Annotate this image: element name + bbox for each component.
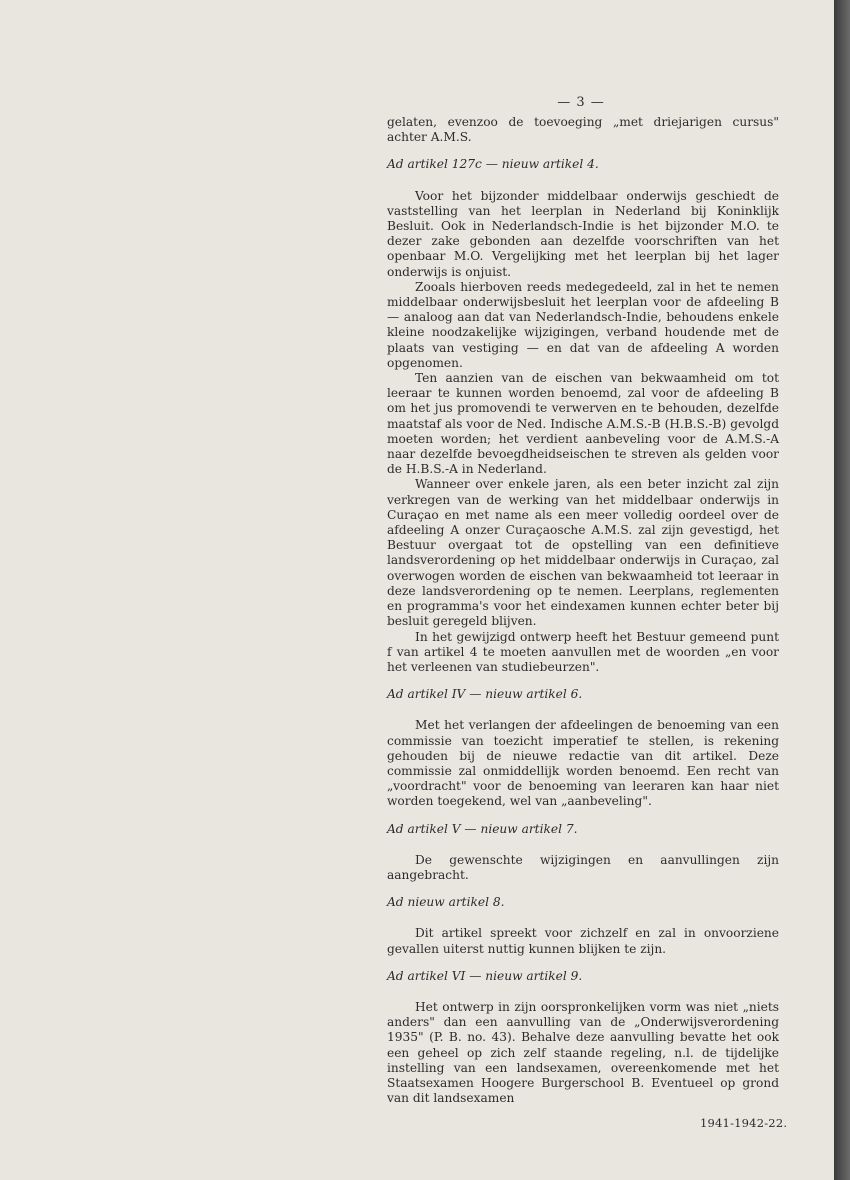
paragraph: Dit artikel spreekt voor zichzelf en zal in onvoorziene gevallen uiterst nuttig kunnen blijken te zijn.	[387, 926, 779, 956]
section-heading-artikel-v: Ad artikel V — nieuw artikel 7.	[387, 821, 578, 836]
paragraph: Met het verlangen der afdeelingen de benoeming van een commissie van toezicht imperatief te stellen, is rekening gehouden bij de nieuwe redactie van dit artikel. Deze commissie zal onmiddellijk worden benoemd. Een recht van „voordracht" voor de benoeming van leeraren kan haar niet worden toegekend, wel van „aanbeveling".	[387, 718, 779, 809]
scan-edge	[834, 0, 850, 1180]
page-number: — 3 —	[557, 95, 605, 110]
section-heading-artikel-iv: Ad artikel IV — nieuw artikel 6.	[387, 687, 583, 702]
paragraph: Ten aanzien van de eischen van bekwaamheid om tot leeraar te kunnen worden benoemd, zal voor de afdeeling B om het jus promovendi te verwerven en te behouden, dezelfde maatstaf als voor de Ned. Indische A.M.S.-B (H.B.S.-B) gevolgd moeten worden; het verdient aanbeveling voor de A.M.S.-A naar dezelfde bevoegdheidseischen te streven als gelden voor de H.B.S.-A in Nederland.	[387, 371, 779, 477]
paragraph: De gewenschte wijzigingen en aanvullingen zijn aangebracht.	[387, 852, 779, 882]
section-heading-artikel-vi: Ad artikel VI — nieuw artikel 9.	[387, 968, 583, 983]
text-column	[387, 95, 779, 1106]
paragraph: Wanneer over enkele jaren, als een beter inzicht zal zijn verkregen van de werking van het middelbaar onderwijs in Curaçao en met name als een meer volledig oordeel over de afdeeling A onzer Curaçaosche A.M.S. zal zijn gevestigd, het Bestuur overgaat tot de opstelling van een definitieve landsverordening op het middelbaar onderwijs in Curaçao, zal overwogen worden de eischen van bekwaamheid tot leeraar in deze landsverordening op te nemen. Leerplans, reglementen en programma's voor het eindexamen kunnen echter beter bij besluit geregeld blijven.	[387, 477, 779, 629]
section-heading-artikel-8: Ad nieuw artikel 8.	[387, 895, 505, 910]
paragraph: In het gewijzigd ontwerp heeft het Bestuur gemeend punt f van artikel 4 te moeten aanvullen met de woorden „en voor het verleenen van studiebeurzen".	[387, 629, 779, 674]
paragraph: Voor het bijzonder middelbaar onderwijs geschiedt de vaststelling van het leerplan in Nederland bij Koninklijk Besluit. Ook in Nederlandsch-Indie is het bijzonder M.O. te dezer zake gebonden aan dezelfde voorschriften van het openbaar M.O. Vergelijking met het leerplan bij het lager onderwijs is onjuist.	[387, 188, 779, 279]
paragraph: Zooals hierboven reeds medegedeeld, zal in het te nemen middelbaar onderwijsbesluit het leerplan voor de afdeeling B — analoog aan dat van Nederlandsch-Indie, behoudens enkele kleine noodzakelijke wijzigingen, verband houdende met de plaats van vestiging — en dat van de afdeeling A worden opgenomen.	[387, 279, 779, 370]
paragraph-continuation: gelaten, evenzoo de toevoeging „met driejarigen cursus" achter A.M.S.	[387, 115, 779, 145]
document-code: 1941-1942-22.	[700, 1116, 788, 1130]
section-heading-artikel-127c: Ad artikel 127c — nieuw artikel 4.	[387, 157, 599, 172]
paragraph: Het ontwerp in zijn oorspronkelijken vorm was niet „niets anders" dan een aanvulling van de „Onderwijsverordening 1935" (P. B. no. 43). Behalve deze aanvulling bevatte het ook een geheel op zich zelf staande regeling, n.l. de tijdelijke instelling van een landsexamen, overeenkomende met het Staatsexamen Hoogere Burgerschool B. Eventueel op grond van dit landsexamen	[387, 999, 779, 1106]
